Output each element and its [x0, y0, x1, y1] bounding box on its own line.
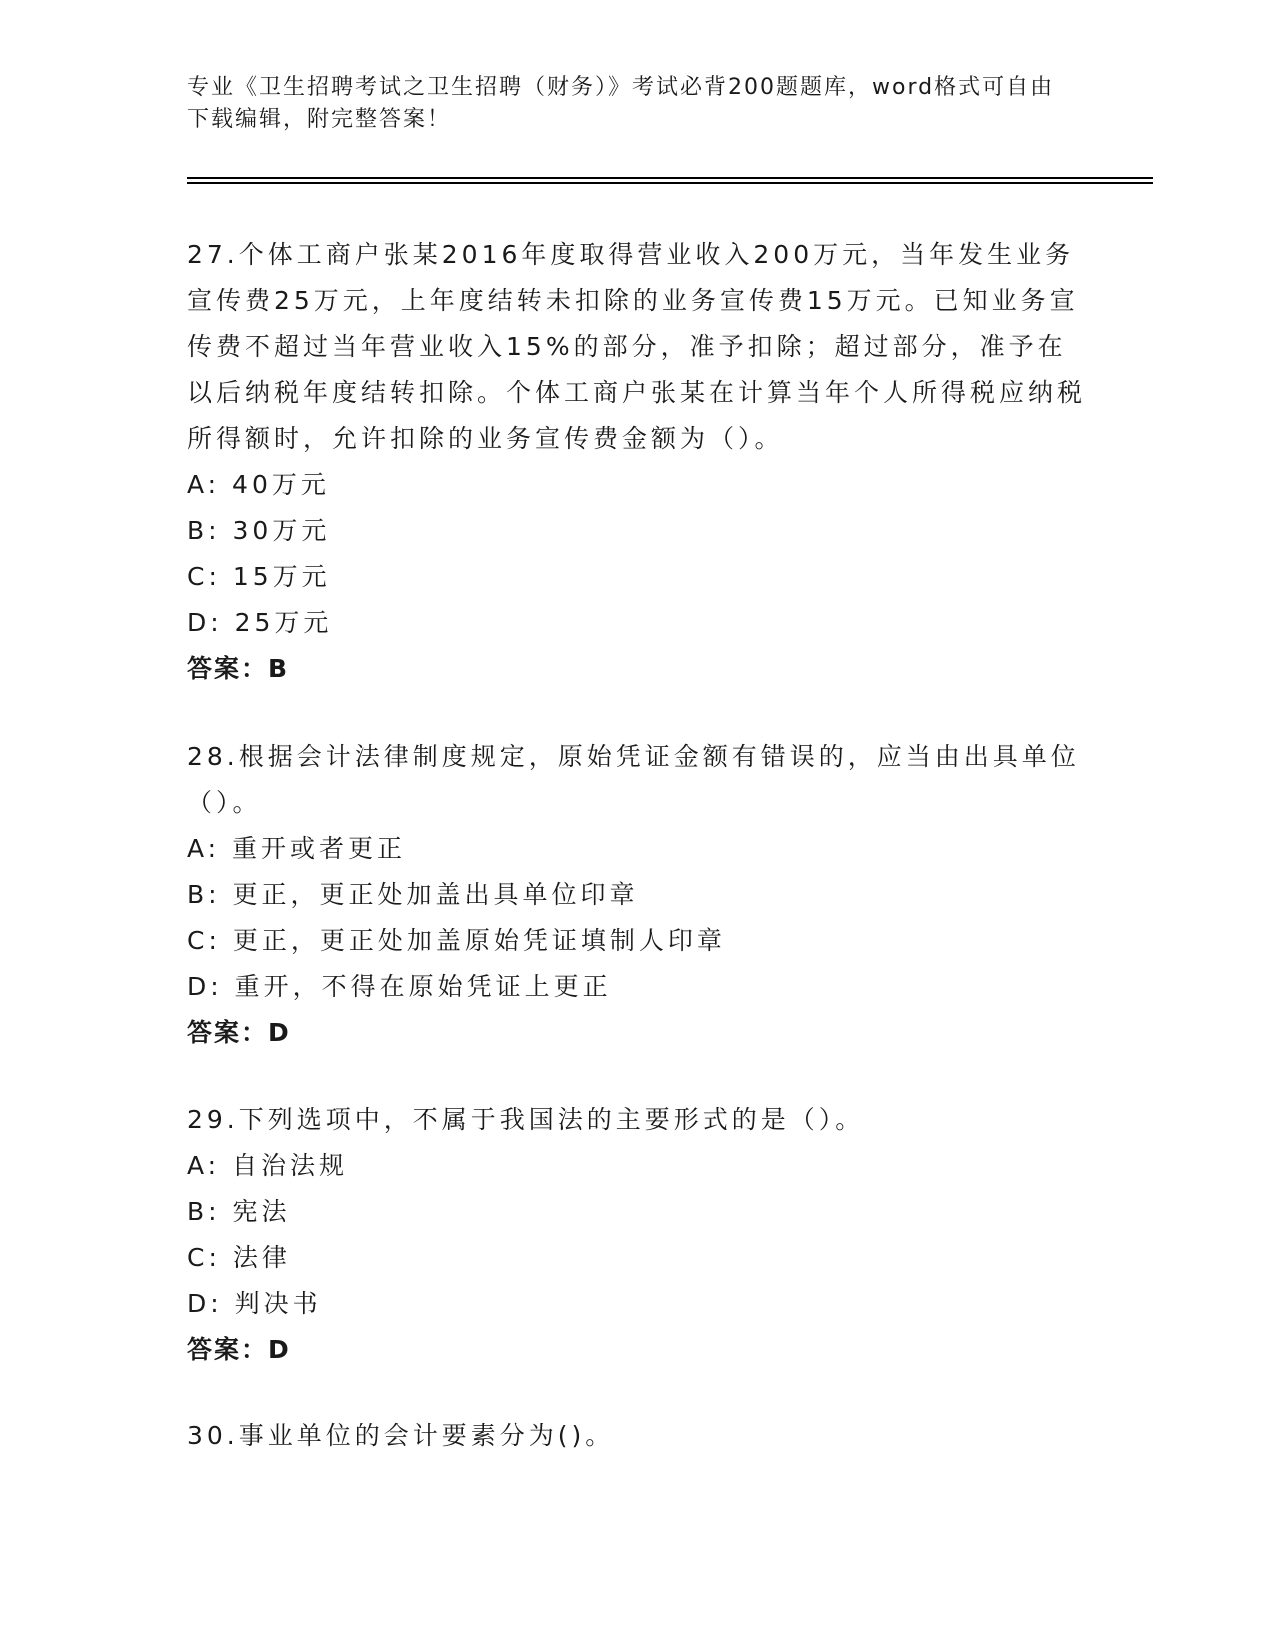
option-d: D: 重开，不得在原始凭证上更正: [187, 972, 612, 1001]
option-d: D: 25万元: [187, 608, 333, 637]
question-27: [187, 232, 1087, 692]
option-a: A: 重开或者更正: [187, 834, 407, 863]
option-a: A: 40万元: [187, 470, 330, 499]
option-b: B: 30万元: [187, 516, 331, 545]
header-divider-bottom: [187, 182, 1153, 184]
question-stem: 30.事业单位的会计要素分为()。: [187, 1421, 615, 1450]
option-c: C: 15万元: [187, 562, 331, 591]
question-stem: 29.下列选项中，不属于我国法的主要形式的是（）。: [187, 1105, 865, 1134]
question-29: [187, 1097, 1087, 1373]
option-b: B: 宪法: [187, 1197, 291, 1226]
document-header-note: 专业《卫生招聘考试之卫生招聘（财务）》考试必背200题题库，word格式可自由下载编辑，附完整答案！: [187, 75, 1055, 132]
answer-line: 答案：B: [187, 654, 290, 683]
option-c: C: 法律: [187, 1243, 291, 1272]
answer-line: 答案：D: [187, 1335, 291, 1364]
option-d: D: 判决书: [187, 1289, 322, 1318]
option-b: B: 更正，更正处加盖出具单位印章: [187, 880, 639, 909]
question-28: [187, 734, 1087, 1056]
answer-line: 答案：D: [187, 1018, 291, 1047]
option-a: A: 自治法规: [187, 1151, 349, 1180]
question-stem: 28.根据会计法律制度规定，原始凭证金额有错误的，应当由出具单位（）。: [187, 742, 1080, 817]
header-divider-top: [187, 177, 1153, 179]
option-c: C: 更正，更正处加盖原始凭证填制人印章: [187, 926, 726, 955]
question-stem: 27.个体工商户张某2016年度取得营业收入200万元，当年发生业务宣传费25万元，上年度结转未扣除的业务宣传费15万元。已知业务宣传费不超过当年营业收入15%的部分，准予扣除；超过部分，准予在以后纳税年度结转扣除。个体工商户张某在计算当年个人所得税应纳税所得额时，允许扣除的业务宣传费金额为（）。: [187, 240, 1087, 453]
question-30: [187, 1413, 1087, 1459]
